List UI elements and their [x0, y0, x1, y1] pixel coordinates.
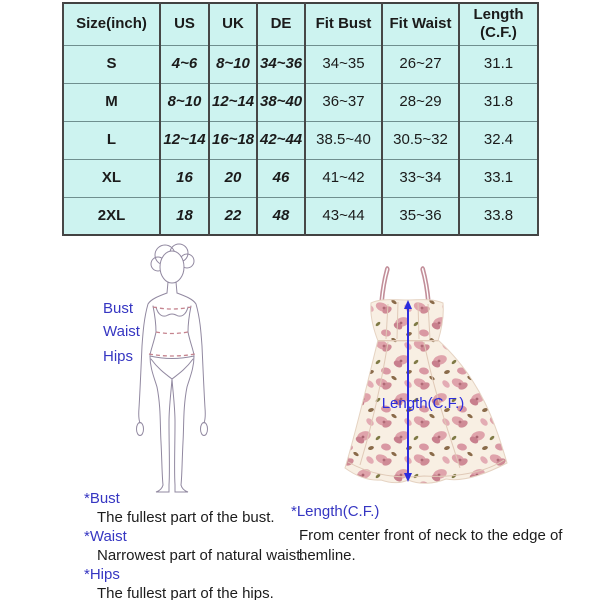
table-row-2xl: [63, 197, 538, 235]
note-bust: [84, 490, 275, 526]
cell-fit-bust: 41~42: [305, 159, 382, 197]
figure-face: [160, 251, 184, 283]
note-length-title: *Length(C.F.): [291, 503, 380, 520]
cell-uk: 16~18: [209, 121, 257, 159]
cell-de: 42~44: [257, 121, 305, 159]
cell-us: 18: [160, 197, 209, 235]
figure-right-hand: [201, 423, 208, 436]
col-header-de: DE: [257, 3, 305, 45]
note-hips-title: *Hips: [84, 566, 120, 583]
bust-label: Bust: [103, 300, 134, 317]
col-header-fit-waist: Fit Waist: [382, 3, 459, 45]
cell-size: 2XL: [63, 197, 160, 235]
cell-de: 38~40: [257, 83, 305, 121]
hips-label: Hips: [103, 348, 134, 365]
note-bust-title: *Bust: [84, 490, 120, 507]
note-length-desc: From center front of neck to the edge of hemline.: [299, 527, 563, 564]
cell-fit-waist: 26~27: [382, 45, 459, 83]
col-header-uk: UK: [209, 3, 257, 45]
cell-us: 4~6: [160, 45, 209, 83]
cell-us: 16: [160, 159, 209, 197]
dress-length-label: Length(C.F.): [381, 395, 465, 412]
col-header-us: US: [160, 3, 209, 45]
figure-torso-right: [188, 306, 194, 355]
note-hips: [84, 566, 274, 600]
cell-length: 33.8: [459, 197, 538, 235]
cell-uk: 20: [209, 159, 257, 197]
note-hips-desc: The fullest part of the hips.: [97, 585, 274, 600]
waist-dashed-line: [156, 332, 188, 334]
cell-de: 34~36: [257, 45, 305, 83]
cell-length: 31.1: [459, 45, 538, 83]
measurement-figure-illustration: [128, 240, 263, 494]
col-header-length: Length (C.F.): [459, 3, 538, 45]
cell-fit-bust: 36~37: [305, 83, 382, 121]
figure-left-leg: [150, 356, 163, 485]
hips-dashed-line: [149, 354, 195, 356]
cell-size: S: [63, 45, 160, 83]
waist-label: Waist: [103, 323, 140, 340]
cell-length: 32.4: [459, 121, 538, 159]
note-length: [291, 503, 571, 566]
cell-fit-bust: 43~44: [305, 197, 382, 235]
note-waist-title: *Waist: [84, 528, 127, 545]
figure-outline: [137, 244, 208, 492]
cell-fit-waist: 30.5~32: [382, 121, 459, 159]
cell-length: 31.8: [459, 83, 538, 121]
cell-uk: 12~14: [209, 83, 257, 121]
cell-size: XL: [63, 159, 160, 197]
table-header-row: [63, 3, 538, 45]
figure-left-hand: [137, 423, 144, 436]
cell-uk: 8~10: [209, 45, 257, 83]
col-header-size: Size(inch): [63, 3, 160, 45]
note-waist: [84, 528, 305, 564]
cell-fit-bust: 34~35: [305, 45, 382, 83]
table-row-l: [63, 121, 538, 159]
cell-fit-bust: 38.5~40: [305, 121, 382, 159]
bust-dashed-line: [153, 307, 191, 309]
cell-uk: 22: [209, 197, 257, 235]
note-bust-desc: The fullest part of the bust.: [97, 509, 275, 526]
table-row-m: [63, 83, 538, 121]
figure-neck: [167, 282, 168, 293]
table-row-s: [63, 45, 538, 83]
cell-us: 12~14: [160, 121, 209, 159]
note-waist-desc: Narrowest part of natural waist.: [97, 547, 305, 564]
figure-right-leg: [181, 356, 194, 485]
table-row-xl: [63, 159, 538, 197]
size-chart-table: [62, 2, 539, 236]
cell-fit-waist: 35~36: [382, 197, 459, 235]
cell-size: M: [63, 83, 160, 121]
cell-size: L: [63, 121, 160, 159]
col-header-fit-bust: Fit Bust: [305, 3, 382, 45]
figure-torso-left: [150, 306, 156, 355]
dress-illustration: [336, 262, 516, 487]
cell-fit-waist: 28~29: [382, 83, 459, 121]
cell-fit-waist: 33~34: [382, 159, 459, 197]
cell-length: 33.1: [459, 159, 538, 197]
cell-de: 48: [257, 197, 305, 235]
cell-us: 8~10: [160, 83, 209, 121]
dress-straps: [380, 267, 430, 303]
cell-de: 46: [257, 159, 305, 197]
